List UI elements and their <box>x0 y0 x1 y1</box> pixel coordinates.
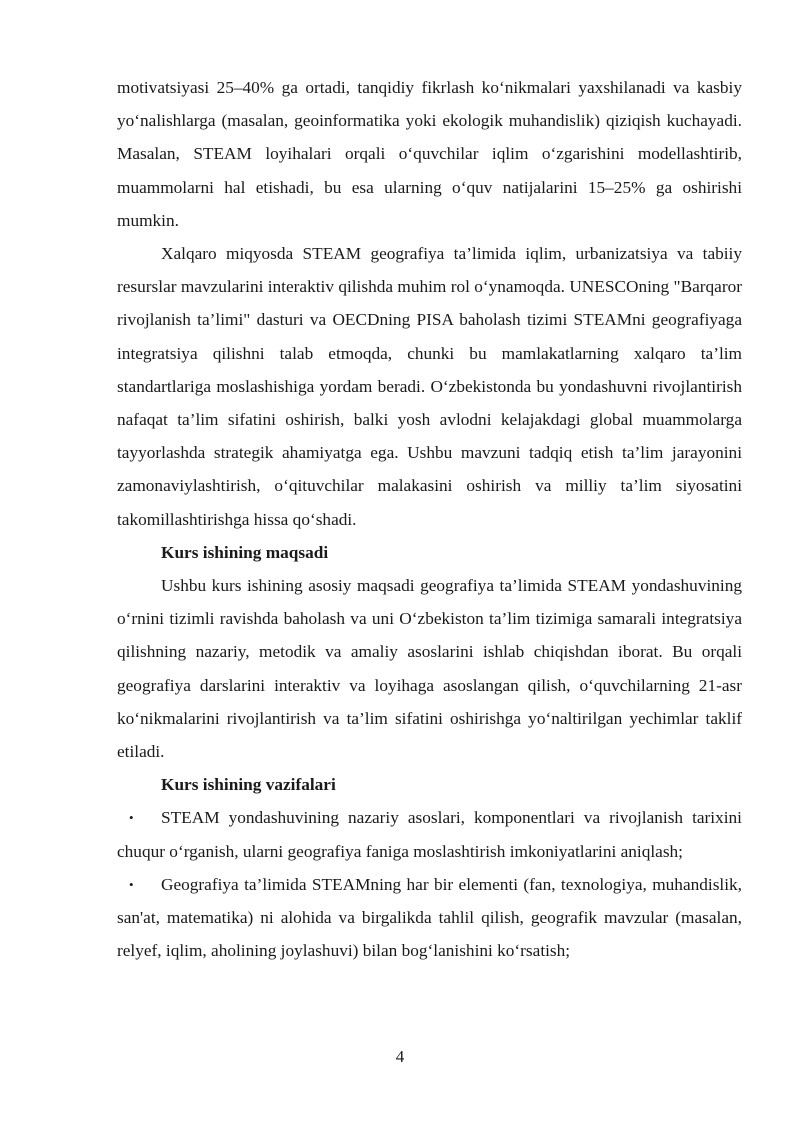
list-item <box>117 801 742 867</box>
paragraph-continuation: motivatsiyasi 25–40% ga ortadi, tanqidiy fikrlash ko‘nikmalari yaxshilanadi va kasbiy yo‘nalishlarga (masalan, geoinformatika yoki ekologik muhandislik) qiziqish kuchayadi. Masalan, STEAM loyihalari orqali o‘quvchilar iqlim o‘zgarishini modellashtirib, muammolarni hal etishadi, bu esa ularning o‘quv natijalarini 15–25% ga oshirishi mumkin. <box>117 78 742 230</box>
list-item <box>117 868 742 968</box>
section-heading-purpose: Kurs ishining maqsadi <box>161 542 329 562</box>
bullet-icon: • <box>129 876 134 892</box>
page-body <box>117 71 742 967</box>
bullet-icon: • <box>129 810 134 826</box>
page-number: 4 <box>395 1047 405 1066</box>
section-heading-tasks: Kurs ishining vazifalari <box>161 775 336 795</box>
tasks-list <box>117 801 742 967</box>
list-item-text: Geografiya ta’limida STEAMning har bir elementi (fan, texnologiya, muhandislik, san'at, matematika) ni alohida va birgalikda tahlil qilish, geografik mavzular (masalan, relyef, iqlim, aholining joylashuvi) bilan bog‘lanishini ko‘rsatish; <box>117 874 742 961</box>
paragraph-international-context: Xalqaro miqyosda STEAM geografiya ta’limida iqlim, urbanizatsiya va tabiiy resurslar mavzularini interaktiv qilishda muhim rol o‘ynamoqda. UNESCOning "Barqaror rivojlanish ta’limi" dasturi va OECDning PISA baholash tizimi STEAMni geografiyaga integratsiya qilishni talab etmoqda, chunki bu mamlakatlarning xalqaro ta’lim standartlariga moslashishiga yordam beradi. O‘zbekistonda bu yondashuvni rivojlantirish nafaqat ta’lim sifatini oshirish, balki yosh avlodni kelajakdagi global muammolarga tayyorlashda strategik ahamiyatga ega. Ushbu mavzuni tadqiq etish ta’lim jarayonini zamonaviylashtirish, o‘qituvchilar malakasini oshirish va milliy ta’lim siyosatini takomillashtirishga hissa qo‘shadi. <box>117 244 742 529</box>
list-item-text: STEAM yondashuvining nazariy asoslari, komponentlari va rivojlanish tarixini chuqur o‘rganish, ularni geografiya faniga moslashtirish imkoniyatlarini aniqlash; <box>117 808 742 861</box>
paragraph-purpose: Ushbu kurs ishining asosiy maqsadi geografiya ta’limida STEAM yondashuvining o‘rnini tizimli ravishda baholash va uni O‘zbekiston ta’lim tizimiga samarali integratsiya qilishning nazariy, metodik va amaliy asoslarini ishlab chiqishdan iborat. Bu orqali geografiya darslarini interaktiv va loyihaga asoslangan qilish, o‘quvchilarning 21-asr ko‘nikmalarini rivojlantirish va ta’lim sifatini oshirishga yo‘naltirilgan yechimlar taklif etiladi. <box>117 576 742 762</box>
